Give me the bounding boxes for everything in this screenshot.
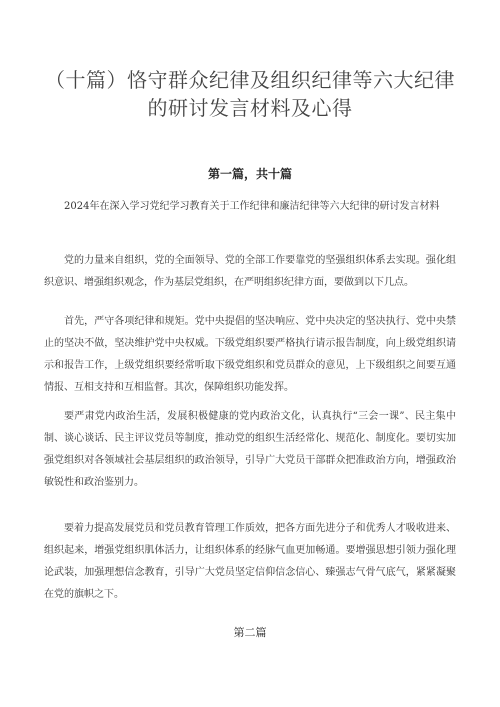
paragraph-party-members: 要着力提高发展党员和党员教育管理工作质效，把各方面先进分子和优秀人才吸收进来、组织起来，增强党组织肌体活力，让组织体系的经脉气血更加畅通。要增强思想引领力强化理论武装，加强理想信念教育，引导广大党员坚定信仰信念信心、臻强志气骨气底气，紧紧凝聚在党的旗帜之下。 bbox=[44, 523, 456, 600]
section-heading-first: 第一篇，共十篇 bbox=[207, 167, 292, 181]
paragraph-discipline-rules: 首先，严守各项纪律和规矩。党中央提倡的坚决响应、党中央决定的坚决执行、党中央禁止的坚决不做，坚决维护党中央权威。下级党组织要严格执行请示报告制度，向上级党组织请示和报告工作，上级党组织要经常听取下级党组织和党员群众的意见，上下级组织之间要互通情报、互相支持和互相监督。其次，保障组织功能发挥。 bbox=[44, 316, 456, 393]
paragraph-political-life: 要严肃党内政治生活，发展积极健康的党内政治文化，认真执行“三会一课”、民主集中制、谈心谈话、民主评议党员等制度，推动党的组织生活经常化、规范化、制度化。要切实加强党组织对各领域社会基层组织的政治领导，引导广大党员干部群众把准政治方向，增强政治敏锐性和政治鉴别力。 bbox=[44, 411, 456, 488]
section-heading-second: 第二篇 bbox=[233, 626, 267, 639]
paragraph-intro-line: 2024年在深入学习党纪学习教育关于工作纪律和廉洁纪律等六大纪律的研讨发言材料 bbox=[64, 201, 440, 212]
document-title: （十篇）恪守群众纪律及组织纪律等六大纪律的研讨发言材料及心得 bbox=[45, 68, 455, 120]
paragraph-organization: 党的力量来自组织，党的全面领导、党的全部工作要靠党的坚强组织体系去实现。强化组织意识、增强组织观念，作为基层党组织，在严明组织纪律方面，要做到以下几点。 bbox=[44, 255, 456, 288]
